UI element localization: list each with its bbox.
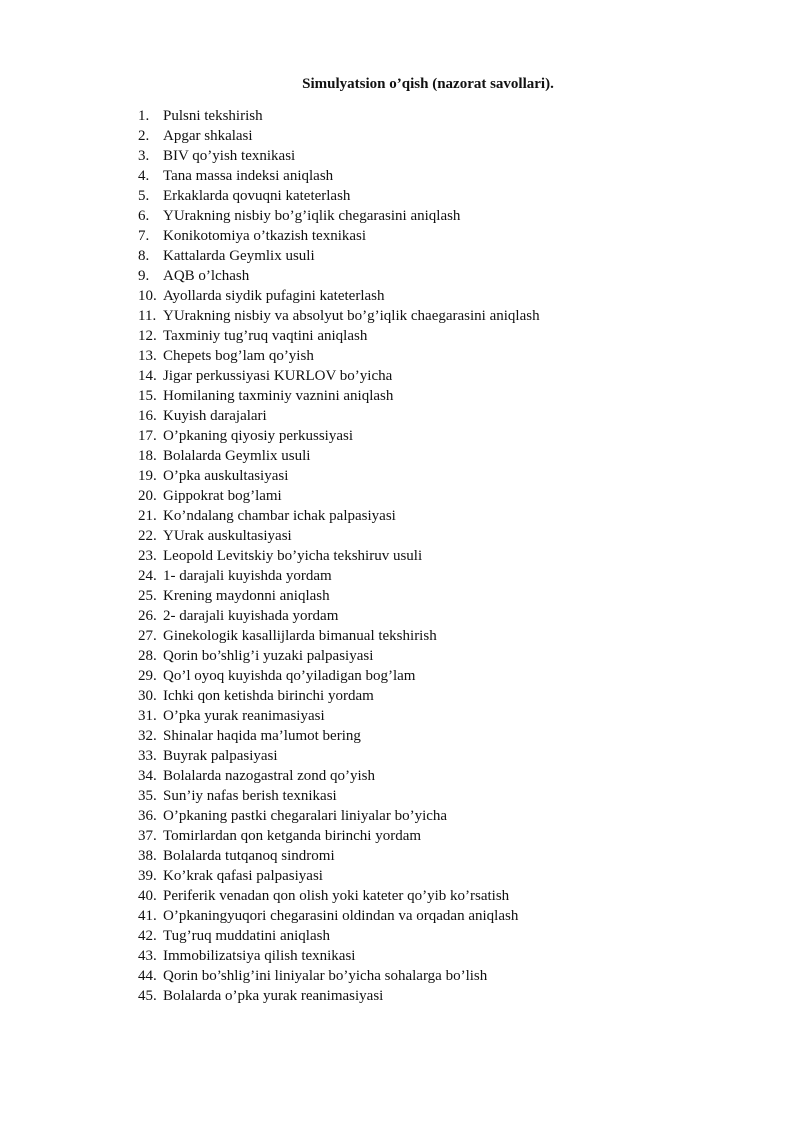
list-item-number: 45. xyxy=(138,988,157,1004)
list-item-text: Ko’ndalang chambar ichak palpasiyasi xyxy=(163,508,396,524)
list-item-number: 14. xyxy=(138,368,157,384)
list-item-number: 31. xyxy=(138,708,157,724)
list-item xyxy=(138,446,540,466)
list-item xyxy=(138,766,540,786)
list-item-number: 4. xyxy=(138,168,150,184)
list-item xyxy=(138,326,540,346)
list-item-text: O’pka yurak reanimasiyasi xyxy=(163,708,325,724)
list-item-text: Ko’krak qafasi palpasiyasi xyxy=(163,868,323,884)
list-item-number: 10. xyxy=(138,288,157,304)
list-item-number: 41. xyxy=(138,908,157,924)
list-item-number: 16. xyxy=(138,408,157,424)
list-item xyxy=(138,706,540,726)
list-item-text: Apgar shkalasi xyxy=(163,128,253,144)
list-item-number: 7. xyxy=(138,228,150,244)
list-item xyxy=(138,826,540,846)
list-item-text: Bolalarda o’pka yurak reanimasiyasi xyxy=(163,988,384,1004)
list-item-number: 12. xyxy=(138,328,157,344)
list-item-text: Gippokrat bog’lami xyxy=(163,488,282,504)
list-item-text: Kattalarda Geymlix usuli xyxy=(163,248,315,264)
list-item-number: 32. xyxy=(138,728,157,744)
list-item xyxy=(138,746,540,766)
list-item-number: 5. xyxy=(138,188,150,204)
list-item-text: Chepets bog’lam qo’yish xyxy=(163,348,314,364)
list-item-text: AQB o’lchash xyxy=(163,268,250,284)
list-item-number: 9. xyxy=(138,268,150,284)
list-item xyxy=(138,206,540,226)
list-item-text: Qo’l oyoq kuyishda qo’yiladigan bog’lam xyxy=(163,668,416,684)
list-item-text: Pulsni tekshirish xyxy=(163,108,263,124)
list-item-number: 28. xyxy=(138,648,157,664)
list-item-text: 2- darajali kuyishada yordam xyxy=(163,608,339,624)
list-item-number: 37. xyxy=(138,828,157,844)
document-title: Simulyatsion o’qish (nazorat savollari). xyxy=(302,76,554,92)
list-item xyxy=(138,626,540,646)
list-item xyxy=(138,686,540,706)
list-item-text: YUrakning nisbiy bo’g’iqlik chegarasini aniqlash xyxy=(163,208,461,224)
list-item xyxy=(138,166,540,186)
list-item-text: 1- darajali kuyishda yordam xyxy=(163,568,332,584)
list-item-text: Periferik venadan qon olish yoki kateter qo’yib ko’rsatish xyxy=(163,888,510,904)
list-item-text: O’pkaning qiyosiy perkussiyasi xyxy=(163,428,353,444)
list-item xyxy=(138,646,540,666)
list-item-number: 26. xyxy=(138,608,157,624)
list-item-number: 40. xyxy=(138,888,157,904)
list-item xyxy=(138,586,540,606)
list-item-text: Qorin bo’shlig’i yuzaki palpasiyasi xyxy=(163,648,374,664)
list-item xyxy=(138,306,540,326)
list-item xyxy=(138,346,540,366)
list-item-number: 1. xyxy=(138,108,150,124)
list-item-text: YUrak auskultasiyasi xyxy=(163,528,292,544)
list-item-text: Erkaklarda qovuqni kateterlash xyxy=(163,188,351,204)
list-item-number: 29. xyxy=(138,668,157,684)
list-item xyxy=(138,246,540,266)
list-item-text: Tana massa indeksi aniqlash xyxy=(163,168,334,184)
list-item xyxy=(138,726,540,746)
list-item-number: 13. xyxy=(138,348,157,364)
list-item-number: 15. xyxy=(138,388,157,404)
list-item-number: 38. xyxy=(138,848,157,864)
list-item-text: Krening maydonni aniqlash xyxy=(163,588,330,604)
list-item xyxy=(138,226,540,246)
list-item-number: 43. xyxy=(138,948,157,964)
list-item-text: Ginekologik kasallijlarda bimanual tekshirish xyxy=(163,628,437,644)
list-item-text: O’pkaning pastki chegaralari liniyalar bo’yicha xyxy=(163,808,448,824)
list-item-number: 21. xyxy=(138,508,157,524)
list-item xyxy=(138,906,540,926)
list-item-number: 35. xyxy=(138,788,157,804)
list-item-number: 23. xyxy=(138,548,157,564)
list-item xyxy=(138,926,540,946)
list-item-text: Sun’iy nafas berish texnikasi xyxy=(163,788,337,804)
list-item-text: Bolalarda nazogastral zond qo’yish xyxy=(163,768,376,784)
list-item-text: Ayollarda siydik pufagini kateterlash xyxy=(163,288,385,304)
list-item-text: Jigar perkussiyasi KURLOV bo’yicha xyxy=(163,368,393,384)
list-item-number: 3. xyxy=(138,148,150,164)
list-item-text: Taxminiy tug’ruq vaqtini aniqlash xyxy=(163,328,368,344)
list-item xyxy=(138,786,540,806)
list-item-number: 36. xyxy=(138,808,157,824)
list-item-number: 34. xyxy=(138,768,157,784)
list-item-number: 33. xyxy=(138,748,157,764)
list-item-number: 30. xyxy=(138,688,157,704)
list-item-text: Tug’ruq muddatini aniqlash xyxy=(163,928,330,944)
list-item xyxy=(138,606,540,626)
list-item-number: 42. xyxy=(138,928,157,944)
list-item-text: O’pkaningyuqori chegarasini oldindan va orqadan aniqlash xyxy=(163,908,519,924)
list-item xyxy=(138,366,540,386)
list-item xyxy=(138,666,540,686)
list-item-number: 39. xyxy=(138,868,157,884)
list-item-text: Bolalarda tutqanoq sindromi xyxy=(163,848,335,864)
list-item-number: 17. xyxy=(138,428,157,444)
list-item xyxy=(138,486,540,506)
question-list xyxy=(138,106,540,1006)
list-item xyxy=(138,386,540,406)
list-item-number: 11. xyxy=(138,308,157,324)
list-item-text: Qorin bo’shlig’ini liniyalar bo’yicha sohalarga bo’lish xyxy=(163,968,488,984)
list-item xyxy=(138,886,540,906)
list-item xyxy=(138,126,540,146)
list-item-number: 8. xyxy=(138,248,150,264)
list-item-number: 19. xyxy=(138,468,157,484)
list-item xyxy=(138,806,540,826)
list-item xyxy=(138,186,540,206)
list-item xyxy=(138,106,540,126)
list-item-text: Shinalar haqida ma’lumot bering xyxy=(163,728,361,744)
list-item xyxy=(138,546,540,566)
list-item xyxy=(138,426,540,446)
list-item-number: 2. xyxy=(138,128,150,144)
list-item-number: 18. xyxy=(138,448,157,464)
list-item-number: 20. xyxy=(138,488,157,504)
list-item xyxy=(138,406,540,426)
list-item xyxy=(138,966,540,986)
list-item xyxy=(138,506,540,526)
list-item-number: 44. xyxy=(138,968,157,984)
list-item-text: Kuyish darajalari xyxy=(163,408,267,424)
list-item-text: Immobilizatsiya qilish texnikasi xyxy=(163,948,356,964)
list-item-text: Leopold Levitskiy bo’yicha tekshiruv usuli xyxy=(163,548,423,564)
list-item-text: BIV qo’yish texnikasi xyxy=(163,148,296,164)
list-item-text: Tomirlardan qon ketganda birinchi yordam xyxy=(163,828,422,844)
list-item-text: Bolalarda Geymlix usuli xyxy=(163,448,311,464)
list-item-number: 22. xyxy=(138,528,157,544)
list-item xyxy=(138,466,540,486)
list-item xyxy=(138,266,540,286)
list-item xyxy=(138,866,540,886)
list-item-text: O’pka auskultasiyasi xyxy=(163,468,289,484)
list-item-number: 25. xyxy=(138,588,157,604)
list-item xyxy=(138,566,540,586)
list-item-text: YUrakning nisbiy va absolyut bo’g’iqlik chaegarasini aniqlash xyxy=(163,308,540,324)
list-item xyxy=(138,286,540,306)
list-item-text: Ichki qon ketishda birinchi yordam xyxy=(163,688,374,704)
list-item-text: Homilaning taxminiy vaznini aniqlash xyxy=(163,388,394,404)
list-item-text: Buyrak palpasiyasi xyxy=(163,748,278,764)
list-item xyxy=(138,846,540,866)
list-item xyxy=(138,946,540,966)
list-item-number: 27. xyxy=(138,628,157,644)
list-item xyxy=(138,146,540,166)
list-item xyxy=(138,986,540,1006)
list-item-number: 24. xyxy=(138,568,157,584)
list-item xyxy=(138,526,540,546)
list-item-text: Konikotomiya o’tkazish texnikasi xyxy=(163,228,367,244)
list-item-number: 6. xyxy=(138,208,150,224)
